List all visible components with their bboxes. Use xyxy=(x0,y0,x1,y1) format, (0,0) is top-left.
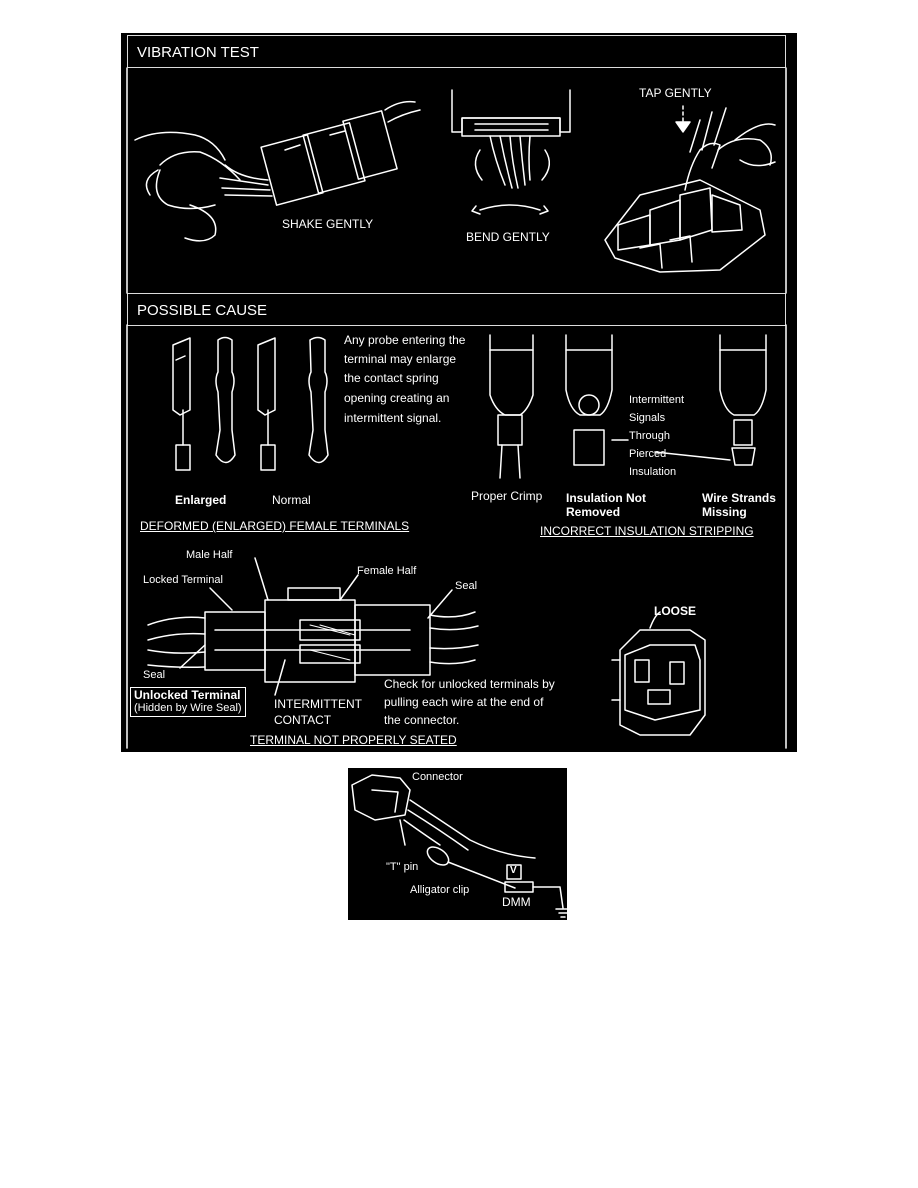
insulation-stripping-caption: INCORRECT INSULATION STRIPPING xyxy=(540,524,754,538)
vibration-test-title: VIBRATION TEST xyxy=(137,44,259,61)
hidden-by-seal-label: (Hidden by Wire Seal) xyxy=(134,702,242,714)
not-seated-caption: TERMINAL NOT PROPERLY SEATED xyxy=(250,733,457,747)
check-note-line-3: the connector. xyxy=(384,713,460,727)
loose-terminal-illustration xyxy=(612,612,705,735)
probe-note-line-1: Any probe entering the xyxy=(344,333,466,347)
intermittent-note-line-1: Intermittent xyxy=(629,394,685,406)
intermittent-note-line-2: Signals xyxy=(629,412,666,424)
insulation-not-removed-line-2: Removed xyxy=(566,505,621,519)
tap-gently-illustration xyxy=(605,108,775,272)
tap-gently-label: TAP GENTLY xyxy=(639,86,712,100)
seal-right-label: Seal xyxy=(455,580,478,592)
locked-terminal-label: Locked Terminal xyxy=(143,574,223,586)
probe-note-line-4: opening creating an xyxy=(344,391,450,405)
seal-left-label: Seal xyxy=(143,669,166,681)
wire-strands-missing-line-1: Wire Strands xyxy=(702,491,776,505)
male-half-label: Male Half xyxy=(186,549,233,561)
check-note-line-1: Check for unlocked terminals by xyxy=(384,677,555,691)
dmm-label: DMM xyxy=(502,895,531,909)
deformed-terminals-caption: DEFORMED (ENLARGED) FEMALE TERMINALS xyxy=(140,519,410,533)
enlarged-label: Enlarged xyxy=(175,493,227,507)
normal-label: Normal xyxy=(272,493,311,507)
t-pin-label: "T" pin xyxy=(386,861,419,873)
probe-note-line-3: the contact spring xyxy=(344,371,439,385)
possible-cause-title: POSSIBLE CAUSE xyxy=(137,302,268,319)
connector-label: Connector xyxy=(412,771,463,783)
intermittent-contact-line-1: INTERMITTENT xyxy=(274,697,362,711)
alligator-clip-label: Alligator clip xyxy=(410,884,470,896)
deformed-terminals-illustration xyxy=(173,338,328,471)
voltmeter-v-label: V xyxy=(510,865,517,876)
loose-label: LOOSE xyxy=(654,604,697,618)
bend-gently-label: BEND GENTLY xyxy=(466,230,550,244)
probe-note-line-2: terminal may enlarge xyxy=(344,352,457,366)
probe-note-line-5: intermittent signal. xyxy=(344,411,442,425)
shake-gently-illustration xyxy=(135,102,420,241)
insulation-not-removed-line-1: Insulation Not xyxy=(566,491,646,505)
insulation-stripping-illustration xyxy=(490,335,766,478)
intermittent-note-line-5: Insulation xyxy=(629,466,677,478)
proper-crimp-label: Proper Crimp xyxy=(471,489,543,503)
wire-strands-missing-line-2: Missing xyxy=(702,505,747,519)
intermittent-note-line-4: Pierced xyxy=(629,448,667,460)
bend-gently-illustration xyxy=(452,90,570,214)
check-note-line-2: pulling each wire at the end of xyxy=(384,695,544,709)
unlocked-terminal-box xyxy=(130,687,246,717)
female-half-label: Female Half xyxy=(357,565,417,577)
unlocked-terminal-label: Unlocked Terminal xyxy=(134,688,241,702)
shake-gently-label: SHAKE GENTLY xyxy=(282,217,374,231)
intermittent-note-line-3: Through xyxy=(629,430,670,442)
intermittent-contact-line-2: CONTACT xyxy=(274,713,332,727)
